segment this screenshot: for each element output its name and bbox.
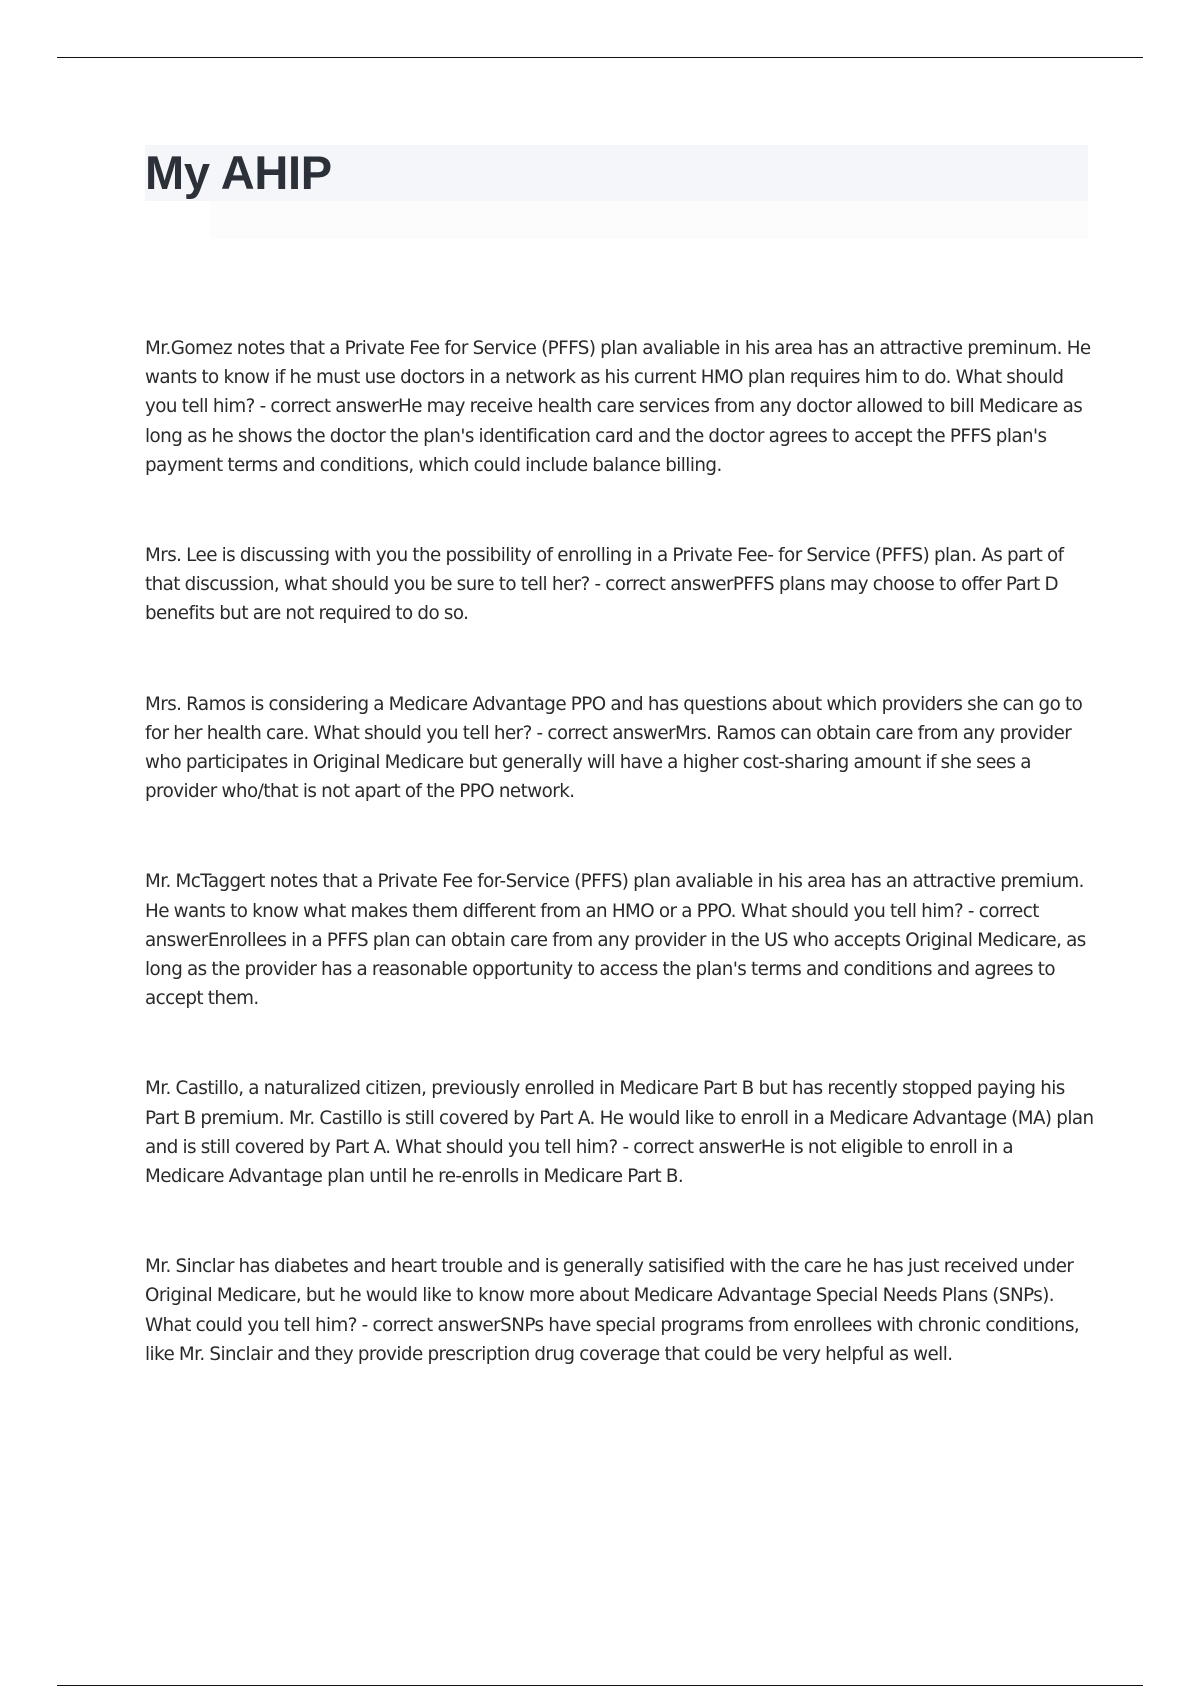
qa-entry: Mr. Castillo, a naturalized citizen, previously enrolled in Medicare Part B but has recently stopped paying his Part B premium. Mr. Castillo is still covered by Part A. He would like to enroll in a Medicare Advantage (MA) plan and is still covered by Part A. What should you tell him? - correct answerHe is not eligible to enroll in a Medicare Advantage plan until he re-enrolls in Medicare Part B. <box>145 1078 1094 1188</box>
qa-entry: Mr. McTaggert notes that a Private Fee for-Service (PFFS) plan avaliable in his area has an attractive premium. He wants to know what makes them different from an HMO or a PPO. What should you tell him? - correct answerEnrollees in a PFFS plan can obtain care from any provider in the US who accepts Original Medicare, as long as the provider has a reasonable opportunity to access the plan's terms and conditions and agrees to accept them. <box>145 871 1086 1010</box>
qa-entry: Mrs. Ramos is considering a Medicare Advantage PPO and has questions about which providers she can go to for her health care. What should you tell her? - correct answerMrs. Ramos can obtain care from any provider who participates in Original Medicare but generally will have a higher cost-sharing amount if she sees a provider who/that is not apart of the PPO network. <box>145 693 1083 803</box>
qa-entry: Mr. Sinclar has diabetes and heart trouble and is generally satisified with the care he has just received under Original Medicare, but he would like to know more about Medicare Advantage Special Needs Plans (SNPs). What could you tell him? - correct answerSNPs have special programs from enrollees with chronic conditions, like Mr. Sinclair and they provide prescription drug coverage that could be very helpful as well. <box>145 1256 1080 1365</box>
qa-list <box>145 334 1095 1430</box>
qa-entry: Mr.Gomez notes that a Private Fee for Service (PFFS) plan avaliable in his area has an attractive preminum. He wants to know if he must use doctors in a network as his current HMO plan requires him to do. What should you tell him? - correct answerHe may receive health care services from any doctor allowed to bill Medicare as long as he shows the doctor the plan's identification card and the doctor agrees to accept the PFFS plan's payment terms and conditions, which could include balance billing. <box>145 338 1091 476</box>
title-band-shadow <box>210 201 1088 239</box>
qa-entry: Mrs. Lee is discussing with you the possibility of enrolling in a Private Fee- for Service (PFFS) plan. As part of that discussion, what should you be sure to tell her? - correct answerPFFS plans may choose to offer Part D benefits but are not required to do so. <box>145 545 1064 625</box>
bottom-rule <box>57 1685 1143 1686</box>
top-rule <box>57 57 1143 58</box>
document-title: My AHIP <box>145 146 332 199</box>
